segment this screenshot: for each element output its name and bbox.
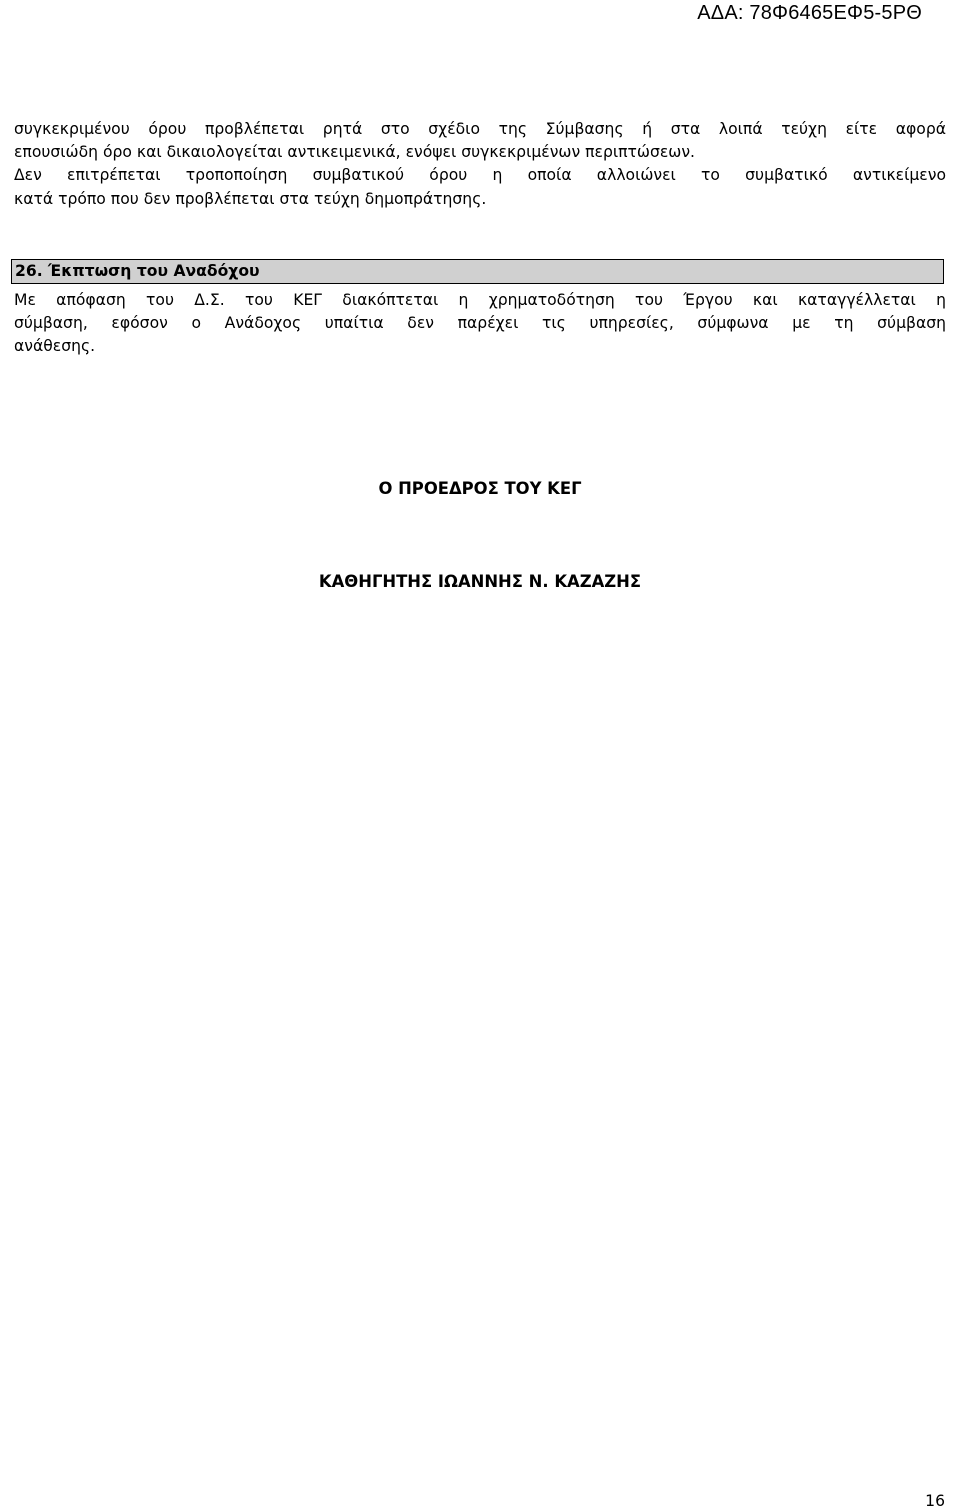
signature-title: Ο ΠΡΟΕΔΡΟΣ ΤΟΥ ΚΕΓ xyxy=(378,479,582,498)
section-heading-26: 26. Έκπτωση του Αναδόχου xyxy=(11,259,944,284)
paragraph-line: συγκεκριμένου όρου προβλέπεται ρητά στο σχέδιο της Σύμβασης ή στα λοιπά τεύχη είτε αφορά xyxy=(14,120,946,138)
page-number: 16 xyxy=(925,1492,945,1510)
paragraph-line: ανάθεσης. xyxy=(14,337,96,356)
paragraph-line: Δεν επιτρέπεται τροποποίηση συμβατικού όρου η οποία αλλοιώνει το συμβατικό αντικείμενο xyxy=(14,166,946,185)
paragraph-line: κατά τρόπο που δεν προβλέπεται στα τεύχη δημοπράτησης. xyxy=(14,189,487,208)
ada-code-header: ΑΔΑ: 78Φ6465ΕΦ5-5ΡΘ xyxy=(697,2,922,24)
signature-name: ΚΑΘΗΓΗΤΗΣ ΙΩΑΝΝΗΣ Ν. ΚΑΖΑΖΗΣ xyxy=(318,572,642,591)
paragraph-line: σύμβαση, εφόσον ο Ανάδοχος υπαίτια δεν παρέχει τις υπηρεσίες, σύμφωνα με τη σύμβαση xyxy=(14,314,946,333)
paragraph-contractor-forfeiture xyxy=(14,289,946,359)
paragraph-line: επουσιώδη όρο και δικαιολογείται αντικειμενικά, ενόψει συγκεκριμένων περιπτώσεων. xyxy=(14,143,695,162)
paragraph-line: Με απόφαση του Δ.Σ. του ΚΕΓ διακόπτεται η χρηματοδότηση του Έργου και καταγγέλλεται η xyxy=(14,291,946,309)
paragraph-contract-modification xyxy=(14,118,946,211)
